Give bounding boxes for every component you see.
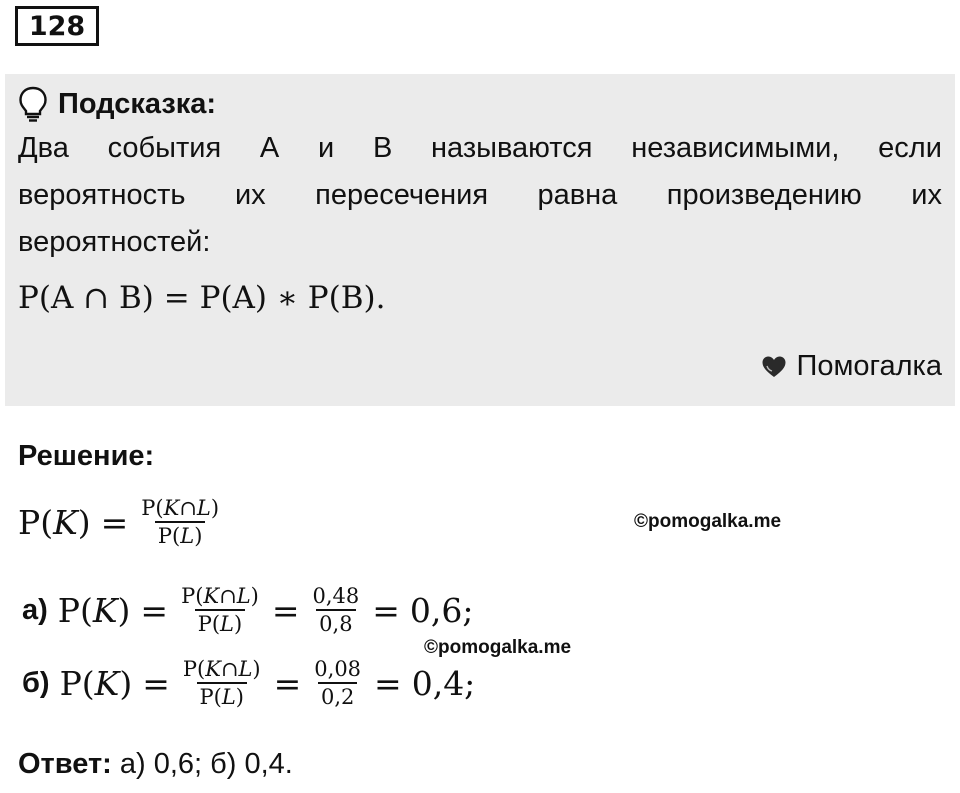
hint-word: равна [537, 179, 618, 211]
lightbulb-icon [18, 86, 48, 122]
fraction-denominator: P(L) [197, 682, 247, 708]
solution-title: Решение: [18, 440, 155, 472]
fraction-denominator: P(L) [155, 521, 205, 547]
fraction-denominator: P(L) [195, 609, 245, 635]
value-denominator: 0,8 [316, 609, 355, 635]
hint-word: называются [431, 132, 593, 164]
part-a-label: а) [22, 593, 48, 626]
fraction-numerator: P(K∩L) [182, 657, 261, 681]
hint-formula: P(A ∩ B) = P(A) ∗ P(B). [18, 280, 386, 316]
result-value: 0,4; [411, 663, 476, 703]
value-numerator: 0,08 [314, 657, 362, 681]
value-numerator: 0,48 [312, 584, 360, 608]
hint-word: Два [18, 132, 69, 164]
heart-icon [761, 355, 787, 379]
hint-line-2 [18, 172, 942, 219]
hint-word: произведению [666, 179, 862, 211]
fraction-numerator: P(K∩L) [141, 496, 220, 520]
formula-lhs: P(K) [18, 502, 91, 542]
part-b-label: б) [22, 666, 50, 699]
hint-word: их [234, 179, 266, 211]
fraction-numerator: P(K∩L) [181, 584, 259, 608]
equals-sign: = [142, 663, 170, 703]
hint-word: пересечения [315, 179, 489, 211]
equals-sign: = [100, 502, 129, 542]
watermark: ©pomogalka.me [634, 511, 782, 532]
value-fraction [310, 585, 363, 635]
hint-title-text: Подсказка: [58, 87, 217, 120]
equals-sign: = [374, 663, 402, 703]
answer [18, 748, 293, 781]
hint-line-3: вероятностей: [18, 226, 211, 258]
credit [761, 350, 942, 383]
watermark: ©pomogalka.me [424, 637, 572, 658]
formula-lhs: P(K) [57, 590, 131, 630]
answer-text: а) 0,6; б) 0,4. [111, 748, 293, 780]
hint-title [18, 86, 216, 122]
fraction [138, 497, 222, 547]
hint-line-1 [18, 125, 942, 172]
value-fraction [311, 658, 364, 708]
equals-sign: = [372, 590, 400, 630]
fraction [180, 658, 264, 708]
hint-word: и [318, 132, 335, 164]
fraction [178, 585, 262, 635]
equals-sign: = [273, 663, 302, 703]
equals-sign: = [271, 590, 300, 630]
definition-formula [18, 497, 222, 547]
hint-word: вероятность [18, 179, 186, 211]
hint-word: независимыми, [631, 132, 840, 164]
hint-word: если [878, 132, 942, 164]
part-a [22, 585, 474, 635]
hint-word: их [911, 179, 942, 211]
hint-word: А [259, 132, 280, 164]
hint-word: события [107, 132, 222, 164]
value-denominator: 0,2 [318, 682, 357, 708]
formula-lhs: P(K) [59, 663, 133, 703]
hint-word: В [372, 132, 393, 164]
answer-label: Ответ: [18, 748, 112, 780]
task-number-text: 128 [28, 10, 86, 42]
part-b [22, 658, 475, 708]
credit-text: Помогалка [796, 350, 942, 382]
result-value: 0,6; [409, 590, 474, 630]
task-number [15, 6, 99, 46]
equals-sign: = [140, 590, 169, 630]
